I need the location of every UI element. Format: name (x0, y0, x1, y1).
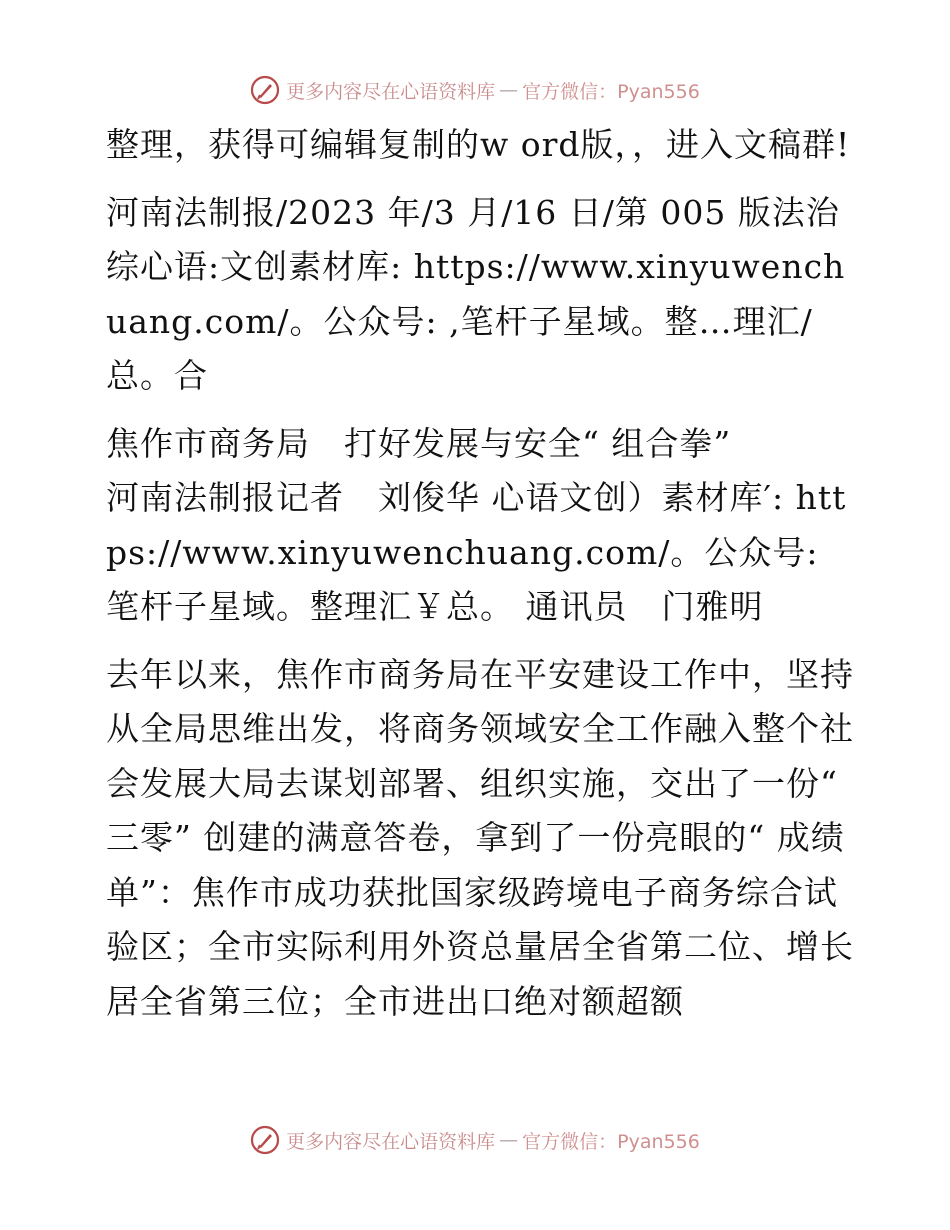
watermark-separator: — (499, 79, 519, 101)
intro-paragraph: 整理，获得可编辑复制的w ord版，，进入文稿群! (106, 125, 851, 164)
watermark-separator: — (499, 1129, 519, 1151)
watermark-wechat: 官方微信：Pyan556 (522, 1130, 700, 1153)
source-paragraph: 河南法制报/2023 年/3 月/16 日/第 005 版法治综心语:文创素材库: https://www.xinyuwenchuang.com/。公众号: ,笔杆子星域。整…理汇/总。合 (106, 192, 846, 395)
article-body: 去年以来，焦作市商务局在平安建设工作中，坚持从全局思维出发，将商务领域安全工作融入整个社会发展大局去谋划部署、组织实施，交出了一份“ 三零” 创建的满意答卷，拿到了一份亮眼的“ 成绩单”：焦作市成功获批国家级跨境电子商务综合试验区；全市实际利用外资总量居全省第二位、增长居全省第三位；全市进出口绝对额超额 (106, 654, 854, 1021)
document-body (96, 118, 856, 1029)
watermark-banner-top (0, 70, 950, 110)
article-byline: 河南法制报记者 刘俊华 心语文创）素材库′: https://www.xinyuwenchuang.com/。公众号: 笔杆子星域。整理汇￥总。 通讯员 门雅明 (106, 478, 847, 626)
quill-pen-circle-icon (250, 1125, 280, 1155)
quill-pen-circle-icon (250, 75, 280, 105)
article-headline: 焦作市商务局 打好发展与安全“ 组合拳” (106, 423, 732, 463)
watermark-text: 更多内容尽在心语资料库 (286, 1130, 496, 1153)
watermark-wechat: 官方微信：Pyan556 (522, 80, 700, 103)
watermark-text: 更多内容尽在心语资料库 (286, 80, 496, 103)
watermark-banner-bottom (0, 1120, 950, 1160)
